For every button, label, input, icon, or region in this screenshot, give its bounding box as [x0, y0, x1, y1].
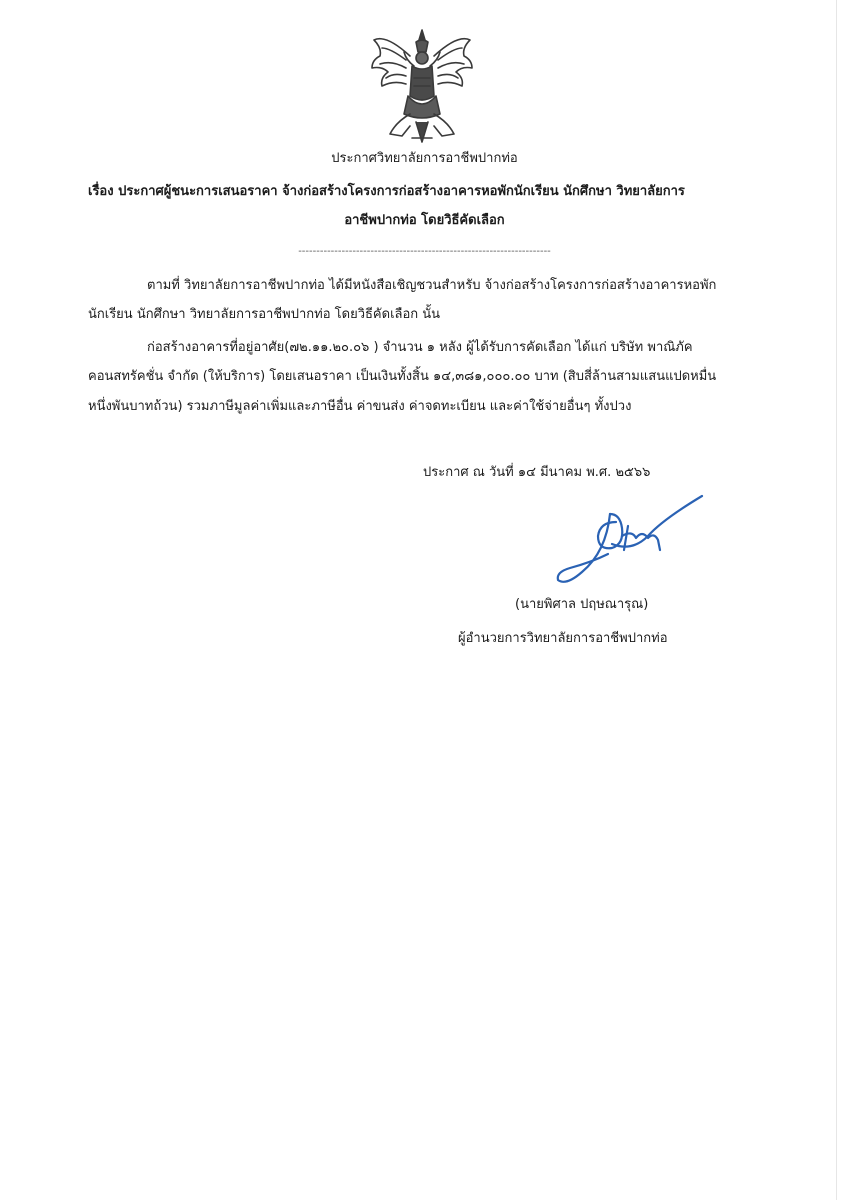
subject-line-2: อาชีพปากท่อ โดยวิธีคัดเลือก — [344, 213, 505, 228]
paragraph-1-line-1: ตามที่ วิทยาลัยการอาชีพปากท่อ ได้มีหนังสือเชิญชวนสำหรับ จ้างก่อสร้างโครงการก่อสร้างอาคารหอพัก — [147, 278, 717, 293]
subject-line-1: เรื่อง ประกาศผู้ชนะการเสนอราคา จ้างก่อสร้างโครงการก่อสร้างอาคารหอพักนักเรียน นักศึกษา วิทยาลัยการ — [88, 184, 685, 199]
paragraph-1-line-2: นักเรียน นักศึกษา วิทยาลัยการอาชีพปากท่อ โดยวิธีคัดเลือก นั้น — [88, 307, 441, 322]
garuda-emblem-icon — [366, 26, 478, 146]
announcement-date: ประกาศ ณ วันที่ ๑๔ มีนาคม พ.ศ. ๒๕๖๖ — [423, 465, 651, 480]
signer-name: (นายพิศาล ปฤษณารุณ) — [515, 597, 649, 612]
handwritten-signature — [552, 492, 706, 588]
paragraph-2-line-2: คอนสทรัคชั่น จำกัด (ให้บริการ) โดยเสนอราคา เป็นเงินทั้งสิ้น ๑๔,๓๘๑,๐๐๐.๐๐ บาท (สิบสี่ล้านสามแสนแปดหมื่น — [88, 369, 717, 384]
divider: ---------------------------------------------------------------------- — [298, 246, 551, 257]
signer-position: ผู้อำนวยการวิทยาลัยการอาชีพปากท่อ — [458, 631, 668, 646]
scan-edge-line — [836, 0, 837, 1200]
paragraph-2-line-1: ก่อสร้างอาคารที่อยู่อาศัย(๗๒.๑๑.๒๐.๐๖ ) จำนวน ๑ หลัง ผู้ได้รับการคัดเลือก ได้แก่ บริษัท พาณิภัค — [147, 340, 693, 355]
paragraph-2-line-3: หนึ่งพันบาทถ้วน) รวมภาษีมูลค่าเพิ่มและภาษีอื่น ค่าขนส่ง ค่าจดทะเบียน และค่าใช้จ่ายอื่นๆ ทั้งปวง — [88, 399, 632, 414]
announcement-title: ประกาศวิทยาลัยการอาชีพปากท่อ — [331, 151, 518, 166]
